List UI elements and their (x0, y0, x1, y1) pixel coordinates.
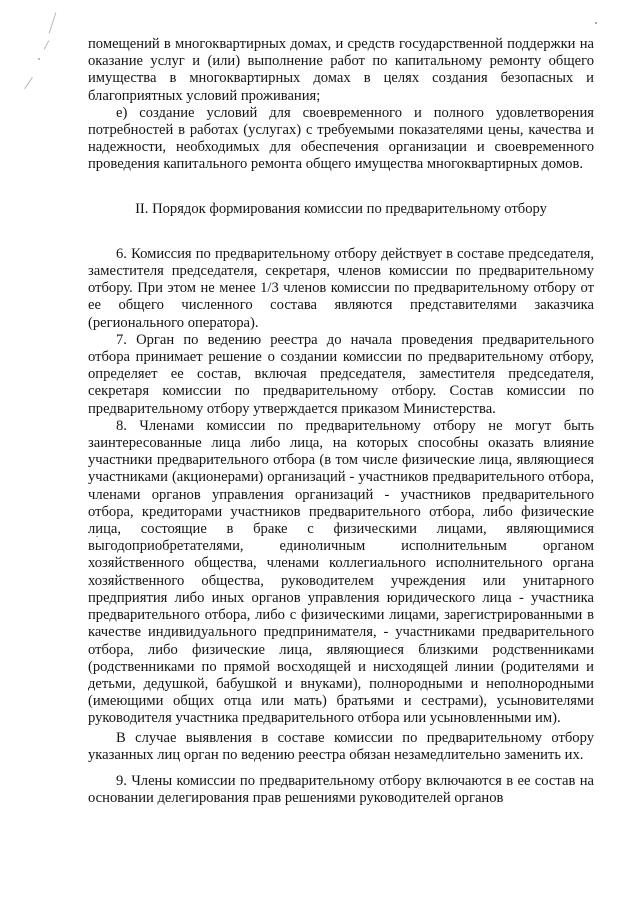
paragraph-e: е) создание условий для своевременного и полного удовлетворения потребностей в работах (услугах) с требуемыми показателями цены, качества и надежности, необходимых для обеспечения организации и своевременного проведения капитального ремонта общего имущества многоквартирных домов. (88, 104, 594, 173)
scan-artifact (595, 22, 597, 24)
scan-artifact (44, 40, 50, 49)
paragraph-7: 7. Орган по ведению реестра до начала проведения предварительного отбора принимает решение о создании комиссии по предварительному отбору, определяет ее состав, включая председателя, заместителя председателя, секретаря комиссии по предварительному отбору. Состав комиссии по предварительному отбору утверждается приказом Министерства. (88, 331, 594, 417)
paragraph-9: 9. Члены комиссии по предварительному отбору включаются в ее состав на основании делегирования прав решениями руководителей органов (88, 772, 594, 807)
scan-artifact (38, 58, 40, 60)
paragraph-6: 6. Комиссия по предварительному отбору действует в составе председателя, заместителя председателя, секретаря, членов комиссии по предварительному отбору. При этом не менее 1/3 членов комиссии по предварительному отбору от ее общего численного состава являются представителями заказчика (регионального оператора). (88, 245, 594, 331)
scan-artifact (24, 77, 33, 89)
section-title: II. Порядок формирования комиссии по предварительному отбору (135, 200, 547, 217)
scan-artifact (49, 12, 57, 33)
document-page (88, 36, 594, 807)
paragraph-intro-continuation: помещений в многоквартирных домах, и средств государственной поддержки на оказание услуг и (или) выполнение работ по капитальному ремонту общего имущества в многоквартирных домах в целях создания безопасных и благоприятных условий проживания; (88, 36, 594, 104)
paragraph-8: 8. Членами комиссии по предварительному отбору не могут быть заинтересованные лица либо лица, на которых способны оказать влияние участники предварительного отбора (в том числе физические лица, являющиеся участниками (акционерами) организаций - участников предварительного отбора, членами органов управления организаций - участников предварительного отбора, кредиторами участников предварительного отбора, либо физические лица, состоящие в браке с физическими лицами, являющимися выгодоприобретателями, единоличным исполнительным органом хозяйственного общества, членами коллегиального исполнительного органа хозяйственного общества, руководителем учреждения или унитарного предприятия либо иных органов управления юридического лица - участника предварительного отбора, либо с физическими лицами, зарегистрированными в качестве индивидуального предпринимателя, - участниками предварительного отбора, либо физические лица, являющиеся близкими родственниками (родственниками по прямой восходящей и нисходящей линии (родителями и детьми, дедушкой, бабушкой и внуками), полнородными и неполнородными (имеющими общих отца или мать) братьями и сестрами), усыновителями руководителя участника предварительного отбора или усыновленными им). (88, 417, 594, 727)
paragraph-8-continuation: В случае выявления в составе комиссии по предварительному отбору указанных лиц орган по ведению реестра обязан незамедлительно заменить их. (88, 729, 594, 763)
